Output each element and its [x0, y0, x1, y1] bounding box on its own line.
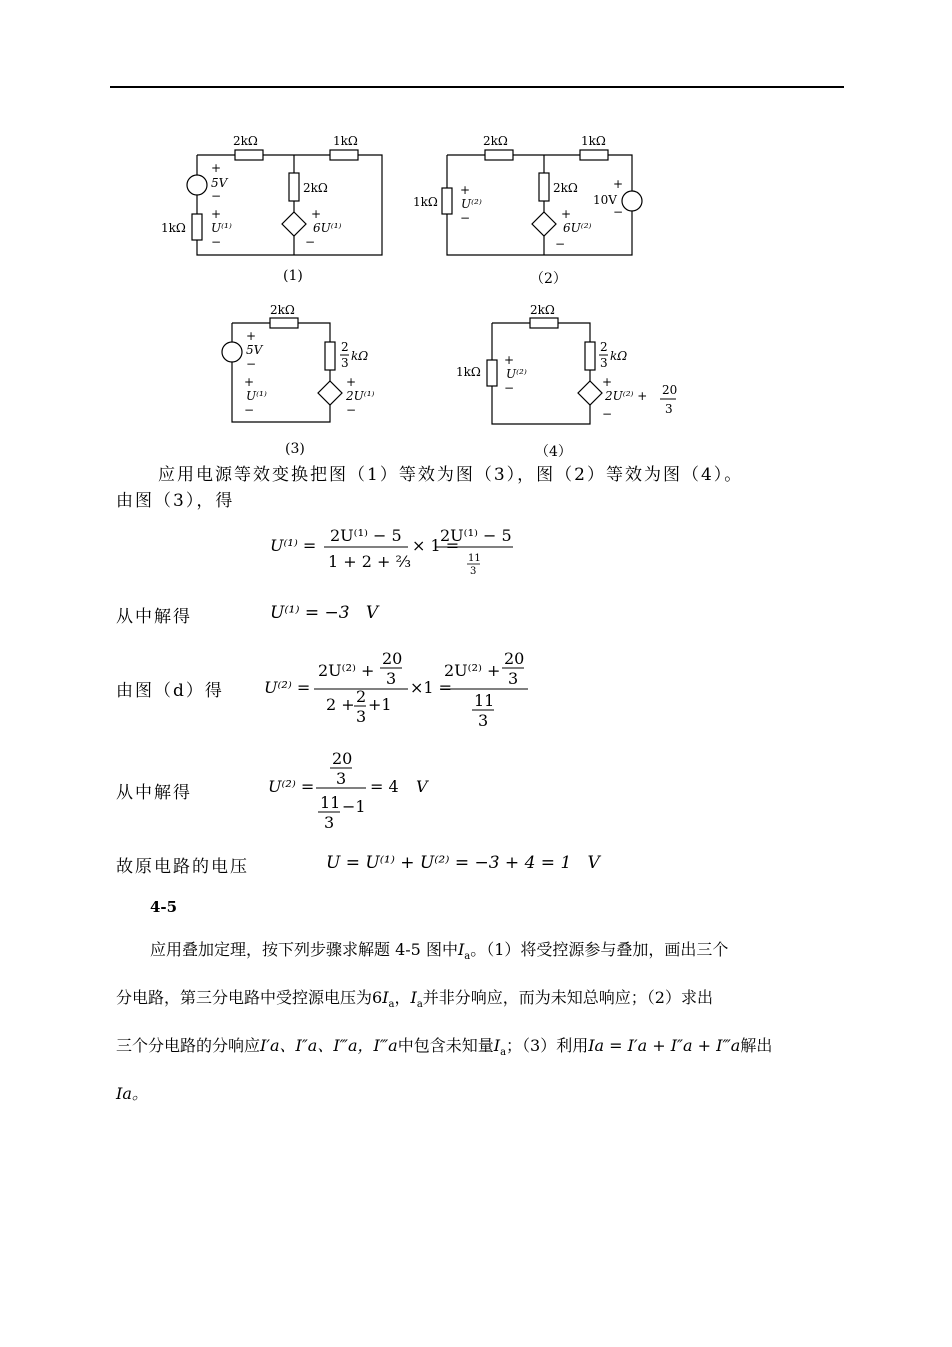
equation-5 — [326, 853, 600, 873]
eq3-den1-fnum: 2 — [356, 687, 367, 706]
p-line2-b: ， — [394, 988, 411, 1007]
eq3-num2-a: 2U⁽²⁾ + — [444, 661, 501, 680]
fig2-r-top-left: 2kΩ — [483, 134, 508, 148]
solve2-label: 从中解得 — [116, 783, 192, 803]
fig1-r-left: 1kΩ — [161, 221, 186, 235]
eq3-num2-fden: 3 — [508, 669, 519, 688]
fig2-source: 10V — [593, 193, 617, 207]
fig4-plus-dep: + — [602, 375, 613, 389]
fig4-minus-dep: − — [602, 407, 613, 421]
fig4-dep-num: 20 — [662, 383, 678, 397]
fig4-plus-u: + — [504, 353, 515, 367]
fig4-r-left: 1kΩ — [456, 365, 481, 379]
eq3-den1-b: +1 — [368, 695, 392, 714]
problem-line4 — [116, 1084, 148, 1104]
circuit-figure-4 — [450, 300, 690, 430]
p-line3-var: I — [493, 1036, 501, 1055]
fig2-plus-src: + — [613, 177, 624, 191]
fig2-plus-u: + — [460, 183, 471, 197]
fig2-plus-dep: + — [561, 207, 572, 221]
fig1-plus-dep: + — [311, 207, 322, 221]
p-line3-c: ；（3）利用 — [506, 1036, 589, 1055]
p-line1-sub: a — [464, 951, 471, 963]
fig2-minus-src: − — [613, 205, 624, 219]
fig2-minus-u: − — [460, 211, 471, 225]
fig4-minus-u: − — [504, 381, 515, 395]
fig2-dep-source: 6U⁽²⁾ — [563, 221, 592, 235]
solve1-label: 从中解得 — [116, 607, 192, 627]
eq4-num-den: 3 — [336, 769, 347, 788]
circuit-figure-2 — [405, 128, 665, 263]
eq3-den1-fden: 3 — [356, 707, 367, 726]
eq2-unit: V — [365, 603, 379, 623]
fig1-minus-dep: − — [305, 235, 316, 249]
circuit-figure-1 — [155, 128, 395, 263]
fig4-r-right-unit: kΩ — [610, 349, 628, 363]
fig3-r-right-num: 2 — [341, 340, 349, 354]
p-line3-eq: Ia = I′a + I″a + I‴a — [588, 1036, 741, 1055]
fig4-r-right-den: 3 — [600, 356, 608, 370]
equation-4 — [266, 746, 446, 832]
fig4-dep-source: 2U⁽²⁾ + — [605, 389, 648, 403]
eq3-num1-a: 2U⁽²⁾ + — [318, 661, 375, 680]
eq3-num2-fnum: 20 — [504, 649, 525, 668]
eq1-num1: 2U⁽¹⁾ − 5 — [330, 526, 402, 545]
eq4-num-num: 20 — [332, 749, 353, 768]
fig3-caption: (3) — [285, 441, 305, 457]
eq3-times: ×1 = — [410, 678, 453, 697]
p-line3-a: 三个分电路的分响应 — [116, 1036, 261, 1055]
p-line2-var: I — [382, 988, 389, 1007]
total-label: 故原电路的电压 — [116, 857, 249, 877]
eq1-num2: 2U⁽¹⁾ − 5 — [440, 526, 512, 545]
fig2-r-mid: 2kΩ — [553, 181, 578, 195]
fig4-u-label: U⁽²⁾ — [506, 367, 527, 381]
fig3-r-top: 2kΩ — [270, 303, 295, 317]
p-line1-a: 应用叠加定理，按下列步骤求解题 4-5 图中 — [150, 940, 458, 959]
p-line2-c: 并非分响应，而为未知总响应；（2）求出 — [422, 988, 713, 1007]
eq4-unit: V — [416, 777, 428, 796]
p-line2-a: 分电路，第三分电路中受控源电压为6 — [116, 988, 383, 1007]
fig3-source: 5V — [246, 343, 263, 357]
p-line2-sub: a — [388, 999, 395, 1011]
p-line1-b: 。（1）将受控源参与叠加，画出三个 — [470, 940, 729, 959]
p-line4: Ia。 — [116, 1084, 148, 1103]
eq1-den2-num: 11 — [468, 553, 481, 564]
eq3-den1-a: 2 + — [326, 695, 355, 714]
p-line3-b: 中包含未知量 — [397, 1036, 494, 1055]
fig1-caption: (1) — [283, 268, 303, 284]
fig1-u-label: U⁽¹⁾ — [211, 221, 232, 235]
circuit-figure-3 — [200, 300, 400, 430]
p-line3-d: 解出 — [740, 1036, 773, 1055]
fig4-r-right-num: 2 — [600, 340, 608, 354]
fig3-u-label: U⁽¹⁾ — [246, 389, 267, 403]
fig4-caption: （4） — [535, 444, 572, 460]
eq3-num1-fden: 3 — [386, 669, 397, 688]
fig1-plus-u: + — [211, 207, 222, 221]
eq3-den2-den: 3 — [478, 711, 489, 728]
eq3-num1-fnum: 20 — [382, 649, 403, 668]
eq3-den2-num: 11 — [474, 691, 495, 710]
fig3-plus-dep: + — [346, 375, 357, 389]
eq4-den-tail: −1 — [342, 797, 366, 816]
p-line1-var: I — [457, 940, 465, 959]
equation-2 — [270, 603, 378, 623]
fig1-dep-source: 6U⁽¹⁾ — [313, 221, 342, 235]
problem-line3 — [116, 1036, 772, 1063]
p-line3-sub: a — [500, 1047, 507, 1059]
eq4-rhs: = 4 — [370, 777, 399, 796]
equation-3 — [262, 646, 532, 728]
eq1-den1: 1 + 2 + ⅔ — [328, 552, 412, 571]
fig3-minus: − — [246, 357, 257, 371]
header-rule — [110, 86, 844, 88]
fig3-minus-u: − — [244, 403, 255, 417]
eq1-lhs: U⁽¹⁾ = — [270, 536, 317, 555]
eq1-den2-den: 3 — [470, 566, 477, 577]
eq3-lhs: U⁽²⁾ = — [264, 678, 311, 697]
fig3-dep-source: 2U⁽¹⁾ — [346, 389, 375, 403]
problem-heading: 4-5 — [150, 898, 178, 916]
fig1-r-top-right: 1kΩ — [333, 134, 358, 148]
equation-1 — [268, 523, 518, 579]
eq4-den-den: 3 — [324, 813, 335, 832]
para1-line1: 应用电源等效变换把图（1）等效为图（3），图（2）等效为图（4）。 — [158, 465, 744, 485]
p-line2-var2: I — [410, 988, 417, 1007]
problem-line2 — [116, 988, 713, 1015]
fig2-caption: （2） — [530, 271, 567, 287]
eq2-text: U⁽¹⁾ = −3 — [270, 603, 350, 623]
fig1-minus: − — [211, 189, 222, 203]
fig2-r-top-right: 1kΩ — [581, 134, 606, 148]
fig3-r-right-den: 3 — [341, 356, 349, 370]
fig1-r-mid: 2kΩ — [303, 181, 328, 195]
eq5-unit: V — [587, 853, 600, 873]
fig2-r-left: 1kΩ — [413, 195, 438, 209]
fig2-minus-dep: − — [555, 237, 566, 251]
fig1-source: 5V — [211, 176, 228, 190]
fig3-plus: + — [246, 329, 257, 343]
eq1-times: × 1 = — [412, 536, 460, 555]
p-line3-terms: I′a、I″a、I‴a，I‴a — [260, 1036, 398, 1055]
fig-d-label: 由图（d）得 — [116, 681, 224, 701]
fig3-plus-u: + — [244, 375, 255, 389]
p-line2-sub2: a — [416, 999, 423, 1011]
eq4-lhs: U⁽²⁾ = — [268, 777, 315, 796]
eq5-text: U = U⁽¹⁾ + U⁽²⁾ = −3 + 4 = 1 — [326, 853, 572, 873]
fig1-minus-u: − — [211, 235, 222, 249]
fig3-r-right-unit: kΩ — [351, 349, 369, 363]
fig1-r-top-left: 2kΩ — [233, 134, 258, 148]
fig1-plus: + — [211, 161, 222, 175]
fig2-u-label: U⁽²⁾ — [461, 197, 482, 211]
fig4-r-top: 2kΩ — [530, 303, 555, 317]
fig4-dep-den: 3 — [665, 402, 673, 416]
fig3-minus-dep: − — [346, 403, 357, 417]
eq4-den-num: 11 — [320, 793, 341, 812]
problem-line1 — [150, 940, 728, 967]
para1-line2: 由图（3），得 — [116, 491, 235, 511]
